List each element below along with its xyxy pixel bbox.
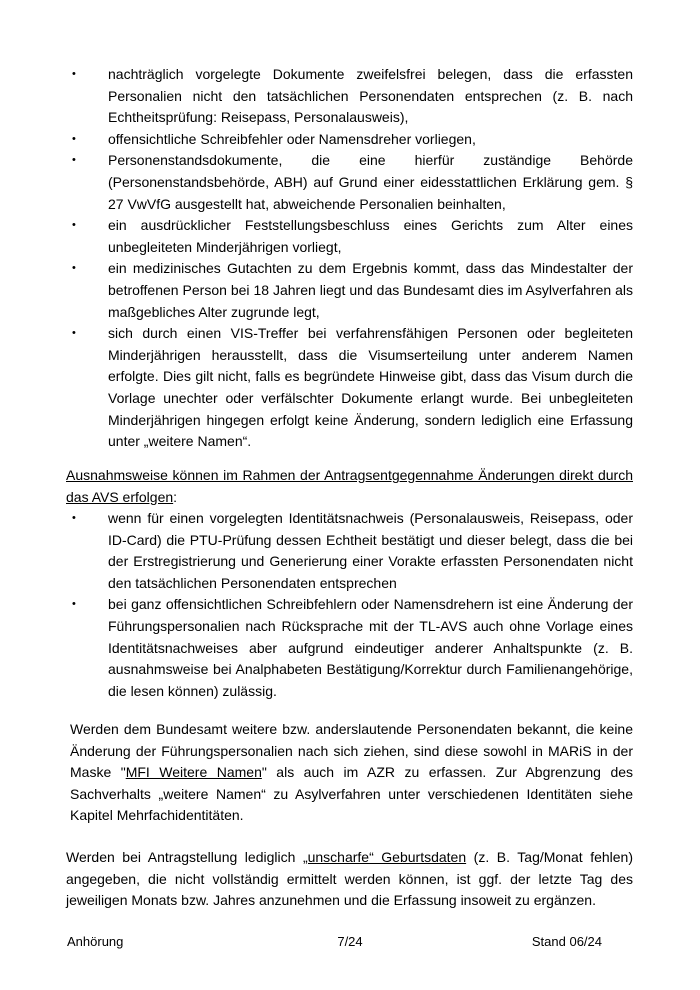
bullet-icon: • (72, 512, 76, 524)
list-item-text: wenn für einen vorgelegten Identitätsnachweis (Personalausweis, Reisepass, oder ID-Card) die PTU-Prüfung dessen Echtheit bestätigt und dieser belegt, dass die bei der Erstregistrierung und Generierung einer Vorakte erfassten Personendaten nicht den tatsächlichen Personendaten entsprechen (108, 510, 633, 591)
exception-heading-underlined: Ausnahmsweise können im Rahmen der Antragsentgegennahme Änderungen direkt durch das AVS erfolgen (66, 467, 633, 505)
list-item (66, 594, 633, 702)
paragraph-text: Werden dem Bundesamt weitere bzw. anderslautende Personendaten bekannt, die keine Änderung der Führungspersonalien nach sich ziehen, sind diese sowohl in MARiS in der Maske " (70, 721, 633, 781)
bullet-icon: • (72, 68, 76, 80)
mfi-weitere-namen-reference: MFI Weitere Namen (125, 764, 262, 781)
footer-version: Stand 06/24 (531, 934, 602, 949)
bullet-icon: • (72, 327, 76, 340)
list-item-text: nachträglich vorgelegte Dokumente zweifelsfrei belegen, dass die erfassten Personalien nicht den tatsächlichen Personendaten entsprechen (z. B. nach Echtheitsprüfung: Reisepass, Personalausweis), (108, 66, 633, 126)
exception-list (66, 508, 633, 702)
list-item-text: Personenstandsdokumente, die eine hierfür zuständige Behörde (Personenstandsbehörde, ABH) auf Grund einer eidesstattlichen Erklärung gem. § 27 VwVfG ausgestellt hat, abweichende Personalien beinhalten, (108, 152, 633, 212)
further-names-paragraph (70, 719, 633, 827)
list-item-text: offensichtliche Schreibfehler oder Namensdreher vorliegen, (108, 130, 476, 147)
exception-heading (66, 465, 633, 508)
footer-page-number: 7/24 (337, 934, 363, 949)
bullet-icon: • (72, 154, 76, 167)
criteria-list (66, 64, 633, 453)
list-item (66, 150, 633, 215)
footer-section-label: Anhörung (67, 934, 124, 949)
list-item-text: bei ganz offensichtlichen Schreibfehlern oder Namensdrehern ist eine Änderung der Führungspersonalien nach Rücksprache mit der TL-AVS auch ohne Vorlage eines Identitätsnachweises aber aufgrund eindeutiger anderer Anhaltspunkte (z. B. ausnahmsweise bei Analphabeten Bestätigung/Korrektur durch Familienangehörige, die lesen können) zulässig. (108, 596, 633, 699)
list-item (66, 323, 633, 453)
list-item (66, 64, 633, 129)
list-item-text: sich durch einen VIS-Treffer bei verfahrensfähigen Personen oder begleiteten Minderjährigen herausstellt, dass die Visumserteilung unter anderem Namen erfolgte. Dies gilt nicht, falls es begründete Hinweise gibt, dass das Visum durch die Vorlage unechter oder verfälschter Dokumente erlangt wurde. Bei unbegleiteten Minderjährigen hingegen erfolgt keine Änderung, sondern lediglich eine Erfassung unter „weitere Namen“. (108, 325, 633, 450)
list-item-text: ein medizinisches Gutachten zu dem Ergebnis kommt, dass das Mindestalter der betroffenen Person bei 18 Jahren liegt und das Bundesamt dies im Asylverfahren als maßgebliches Alter zugrunde legt, (108, 260, 633, 320)
exception-heading-colon: : (173, 488, 178, 505)
list-item-text: ein ausdrücklicher Feststellungsbeschluss eines Gerichts zum Alter eines unbegleiteten Minderjährigen vorliegt, (108, 217, 633, 255)
list-item (66, 508, 633, 594)
bullet-icon: • (72, 598, 76, 611)
bullet-icon: • (72, 132, 76, 145)
unscharfe-geburtsdaten-term: „unscharfe“ Geburtsdaten (302, 849, 467, 865)
list-item (66, 129, 633, 151)
paragraph-text: (z. B. Tag/Monat fehlen) angegeben, die nicht vollständig ermittelt werden können, ist ggf. der letzte Tag des jeweiligen Monats bzw. Jahres anzunehmen und die Erfassung insoweit zu ergänzen. (66, 849, 633, 909)
list-item (66, 215, 633, 258)
paragraph-text: " als auch im AZR zu erfassen. Zur Abgrenzung des Sachverhalts „weitere Namen“ zu Asylverfahren unter verschiedenen Identitäten siehe Kapitel Mehrfachidentitäten. (70, 764, 634, 824)
paragraph-text: Werden bei Antragstellung lediglich (66, 849, 303, 865)
birthdate-paragraph (66, 847, 633, 912)
list-item (66, 258, 633, 323)
bullet-icon: • (72, 262, 76, 275)
bullet-icon: • (72, 219, 76, 232)
